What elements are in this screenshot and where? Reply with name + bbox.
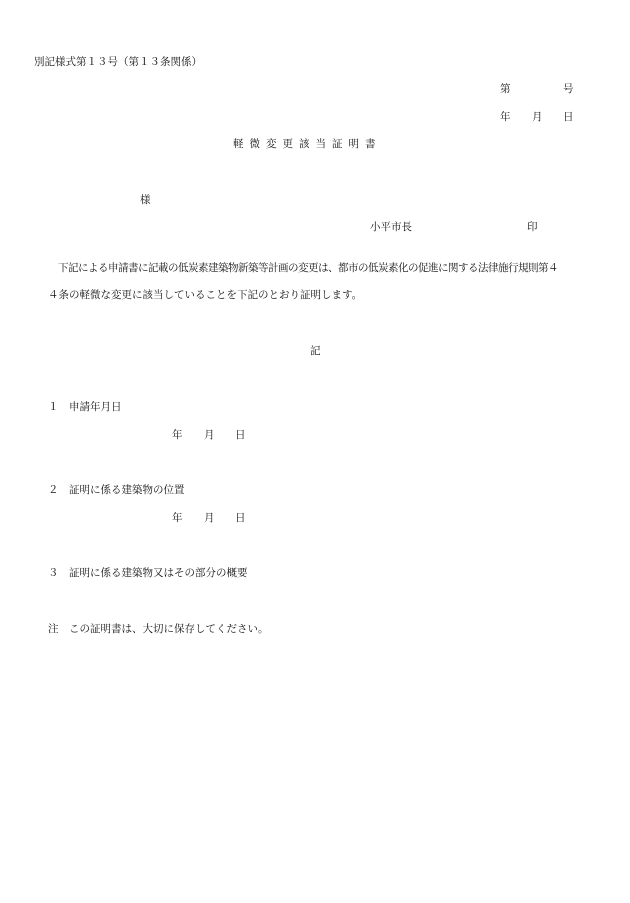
seal-mark: 印 [527,221,538,233]
item-1-day: 日 [235,429,246,441]
item-2-month: 月 [204,512,215,524]
body-text-line1: 下記による申請書に記載の低炭素建築物新築等計画の変更は、都市の低炭素化の促進に関する法律施行規則第４ [58,262,558,274]
body-text-line2: ４条の軽微な変更に該当していることを下記のとおり証明します。 [48,289,363,301]
item-3-label: ３ 証明に係る建築物又はその部分の概要 [48,567,248,579]
item-1-label: １ 申請年月日 [48,401,122,413]
item-2-day: 日 [235,512,246,524]
issue-date-month: 月 [532,111,543,123]
issue-date-day: 日 [563,111,574,123]
item-1-year: 年 [172,429,183,441]
form-reference: 別記様式第１３号（第１３条関係） [34,56,202,68]
doc-number-dai: 第 [500,83,511,95]
doc-number-go: 号 [563,83,574,95]
issue-date-year: 年 [500,111,511,123]
document-title: 軽微変更該当証明書 [233,138,382,150]
item-2-year: 年 [172,512,183,524]
item-1-month: 月 [204,429,215,441]
issuer-name: 小平市長 [370,221,412,233]
item-2-label: ２ 証明に係る建築物の位置 [48,484,185,496]
ki-heading: 記 [310,345,321,357]
addressee-suffix: 様 [140,194,151,206]
footer-note: 注 この証明書は、大切に保存してください。 [48,623,269,635]
